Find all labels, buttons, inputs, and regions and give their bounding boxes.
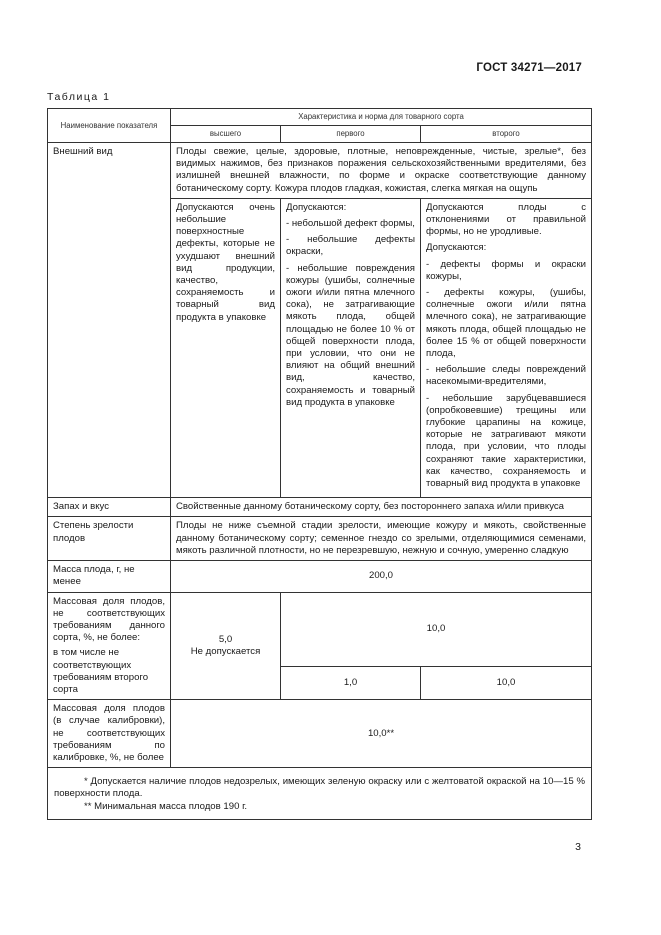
table-row — [48, 498, 592, 517]
footnote: * Допускается наличие плодов недозрелых, имеющих зеленую окраску или с желтоватой окраской на 10—15 % поверхности плода. — [54, 776, 586, 800]
appearance-second-line: - небольшие зарубцевавшиеся (опробковевшие) трещины или глубокие царапины на кожице, которые не затрагивают мякоти плода, при условии, что плоды сохраняют такие характеристики, как качество, сохраняемость и товарный вид продукта в упаковке — [426, 392, 587, 490]
document-code: ГОСТ 34271—2017 — [476, 62, 582, 74]
footnotes — [48, 768, 592, 820]
table-row — [48, 700, 592, 768]
calibration-value: 10,0** — [171, 700, 592, 768]
appearance-first-line: - небольшие дефекты окраски, — [286, 234, 415, 258]
nonconforming-second-sub: 10,0 — [421, 666, 592, 699]
appearance-second-line: - небольшие следы повреждений насекомыми-вредителями, — [426, 364, 587, 388]
page-number: 3 — [575, 841, 581, 853]
header-row — [48, 109, 592, 126]
nonconforming-first-sub: 1,0 — [281, 666, 421, 699]
grade-header-second: второго — [421, 126, 592, 143]
appearance-highest: Допускаются очень небольшие поверхностные дефекты, которые не ухудшают внешний вид продукции, качество, сохраняемость и товарный вид продукта в упаковке — [171, 198, 281, 497]
row-label-nonconforming — [48, 592, 171, 700]
appearance-second — [421, 198, 592, 497]
smell-value: Свойственные данному ботаническому сорту, без постороннего запаха и/или привкуса — [171, 498, 592, 517]
nonconforming-sublabel: в том числе не соответствующих требованиям второго сорта — [53, 647, 149, 695]
quality-table — [47, 108, 592, 820]
appearance-common: Плоды свежие, целые, здоровые, плотные, неповрежденные, чистые, зрелые*, без видимых нажимов, без признаков поражения сельскохозяйственными вредителями, без излишней внешней влажности, по форме и окраске соответствующие данному ботаническому сорту. Кожура плодов гладкая, кожистая, слегка мягкая на ощупь — [171, 143, 592, 199]
row-label-ripeness: Степень зрелости плодов — [48, 517, 171, 561]
nonconforming-label: Массовая доля плодов, не соответствующих требованиям данного сорта, %, не более: — [53, 595, 165, 644]
table-caption: Таблица 1 — [47, 91, 111, 103]
mass-value: 200,0 — [171, 561, 592, 592]
grade-header-highest: высшего — [171, 126, 281, 143]
table-row — [48, 592, 592, 666]
row-label-smell: Запах и вкус — [48, 498, 171, 517]
nonconforming-highest-note: Не допускается — [190, 645, 261, 657]
row-label-calibration: Массовая доля плодов (в случае калибровки), не соответствующих требованиям по калибровке, %, не более — [48, 700, 171, 768]
appearance-first-line: - небольшие повреждения кожуры (ушибы, солнечные ожоги и/или пятна млечного сока), не затрагивающие мякоть плода, общей площадью не более 10 % от общей поверхности плода, при условии, что они не влияют на общий внешний вид, качество, сохраняемость и товарный вид продукта в упаковке — [286, 262, 415, 408]
row-label-mass: Масса плода, г, не менее — [48, 561, 171, 592]
appearance-second-line: Допускаются: — [426, 242, 487, 254]
appearance-first-line: Допускаются: — [286, 201, 347, 213]
grade-header-first: первого — [281, 126, 421, 143]
appearance-second-line: - дефекты формы и окраски кожуры, — [426, 258, 587, 282]
nonconforming-highest — [171, 592, 281, 700]
appearance-second-line: - дефекты кожуры, (ушибы, солнечные ожоги и/или пятна млечного сока), не затрагивающие мякоть плода, общей площадью не более 15 % от общей поверхности плода, — [426, 287, 587, 360]
appearance-first-line: - небольшой дефект формы, — [286, 218, 415, 230]
footnote: ** Минимальная масса плодов 190 г. — [84, 800, 248, 812]
nonconforming-highest-value: 5,0 — [218, 633, 233, 645]
characteristic-header: Характеристика и норма для товарного сорта — [171, 109, 592, 126]
table-row — [48, 517, 592, 561]
nonconforming-total: 10,0 — [281, 592, 592, 666]
row-label-appearance: Внешний вид — [48, 143, 171, 498]
ripeness-value: Плоды не ниже съемной стадии зрелости, имеющие кожуру и мякоть, свойственные данному ботаническому сорту; семенное гнездо со зрелыми, отделяющимися семенами, мякоть различной плотности, но не перезревшую, нежную и сочную, умеренно сладкую — [171, 517, 592, 561]
appearance-first — [281, 198, 421, 497]
column-name-header: Наименование показателя — [48, 109, 171, 143]
table-row — [48, 143, 592, 199]
appearance-second-line: Допускаются плоды с отклонениями от правильной формы, но не уродливые. — [426, 201, 587, 238]
table-row — [48, 561, 592, 592]
footnote-row — [48, 768, 592, 820]
